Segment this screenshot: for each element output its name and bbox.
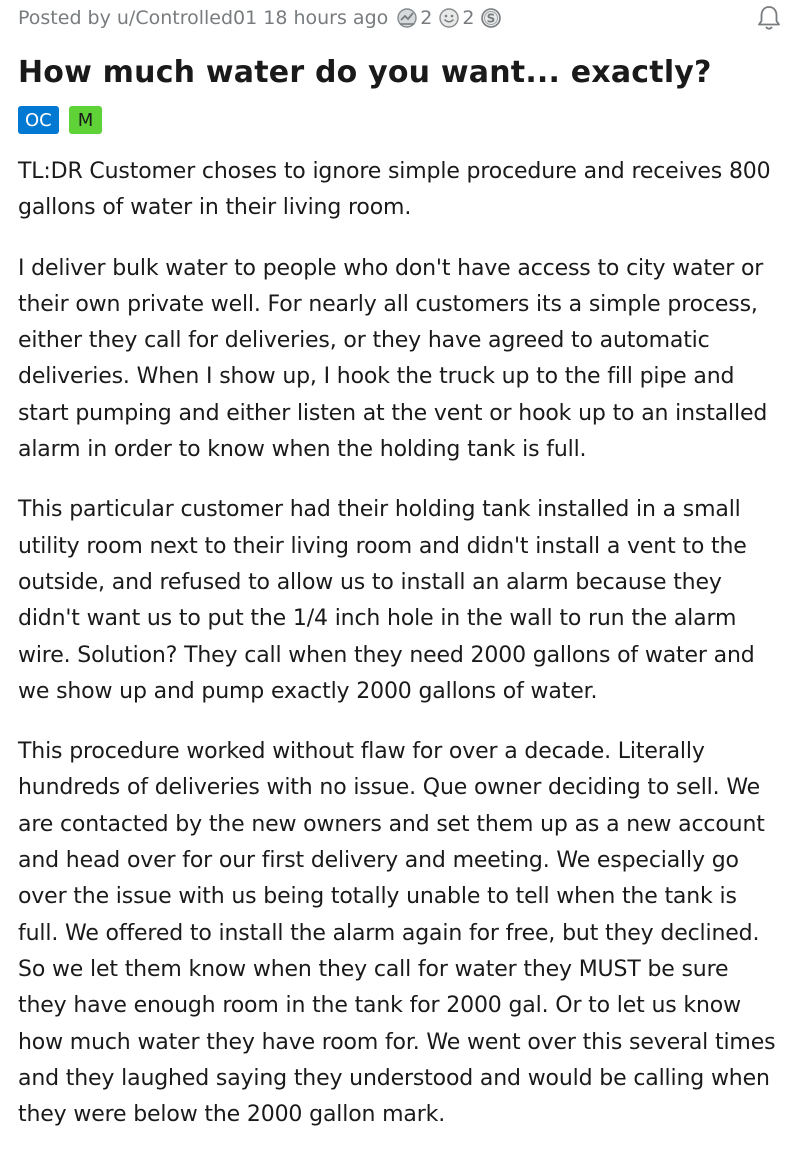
post-paragraph: This particular customer had their holding tank installed in a small utility room next to their living room and didn't install a vent to the outside, and refused to allow us to install an alarm because they didn't want us to put the 1/4 inch hole in the wall to run the alarm wire. Solution? They call when they need 2000 gallons of water and we show up and pump exactly 2000 gallons of water. xyxy=(18,497,755,704)
award-count: 2 xyxy=(462,7,475,29)
svg-text:S: S xyxy=(487,11,496,26)
silver-award-icon xyxy=(480,7,502,29)
awards[interactable] xyxy=(396,7,508,29)
post-paragraph: TL:DR Customer choses to ignore simple procedure and receives 800 gallons of water in their living room. xyxy=(18,159,771,221)
m-flair[interactable]: M xyxy=(69,106,103,134)
post-flairs xyxy=(18,106,782,134)
oc-flair[interactable]: OC xyxy=(18,106,59,134)
notification-bell-icon[interactable] xyxy=(756,4,782,37)
award-silver[interactable] xyxy=(480,7,504,29)
post-paragraph: This procedure worked without flaw for over a decade. Literally hundreds of deliveries with no issue. Que owner deciding to sell. We are contacted by the new owners and set them up as a new account and head over for our first delivery and meeting. We especially go over the issue with us being totally unable to tell when the tank is full. We offered to install the alarm again for free, but they declined. So we let them know when they call for water they MUST be sure they have enough room in the tank for 2000 gal. Or to let us know how much water they have room for. We went over this several times and they laughed saying they understood and would be calling when they were below the 2000 gallon mark. xyxy=(18,739,776,1128)
post-body xyxy=(18,154,782,1133)
wholesome-award-icon xyxy=(438,7,460,29)
award-wholesome[interactable] xyxy=(438,7,474,29)
helpful-award-icon xyxy=(396,7,418,29)
post-paragraph: I deliver bulk water to people who don't have access to city water or their own private well. For nearly all customers its a simple process, either they call for deliveries, or they have agreed to automatic deliveries. When I show up, I hook the truck up to the fill pipe and start pumping and either listen at the vent or hook up to an installed alarm in order to know when the holding tank is full. xyxy=(18,255,768,463)
post-meta xyxy=(18,0,782,36)
post-title[interactable]: How much water do you want... exactly? xyxy=(18,55,712,90)
award-count: 2 xyxy=(420,7,433,29)
posted-by-text[interactable]: Posted by u/Controlled01 18 hours ago xyxy=(18,7,389,29)
award-helpful[interactable] xyxy=(396,7,432,29)
